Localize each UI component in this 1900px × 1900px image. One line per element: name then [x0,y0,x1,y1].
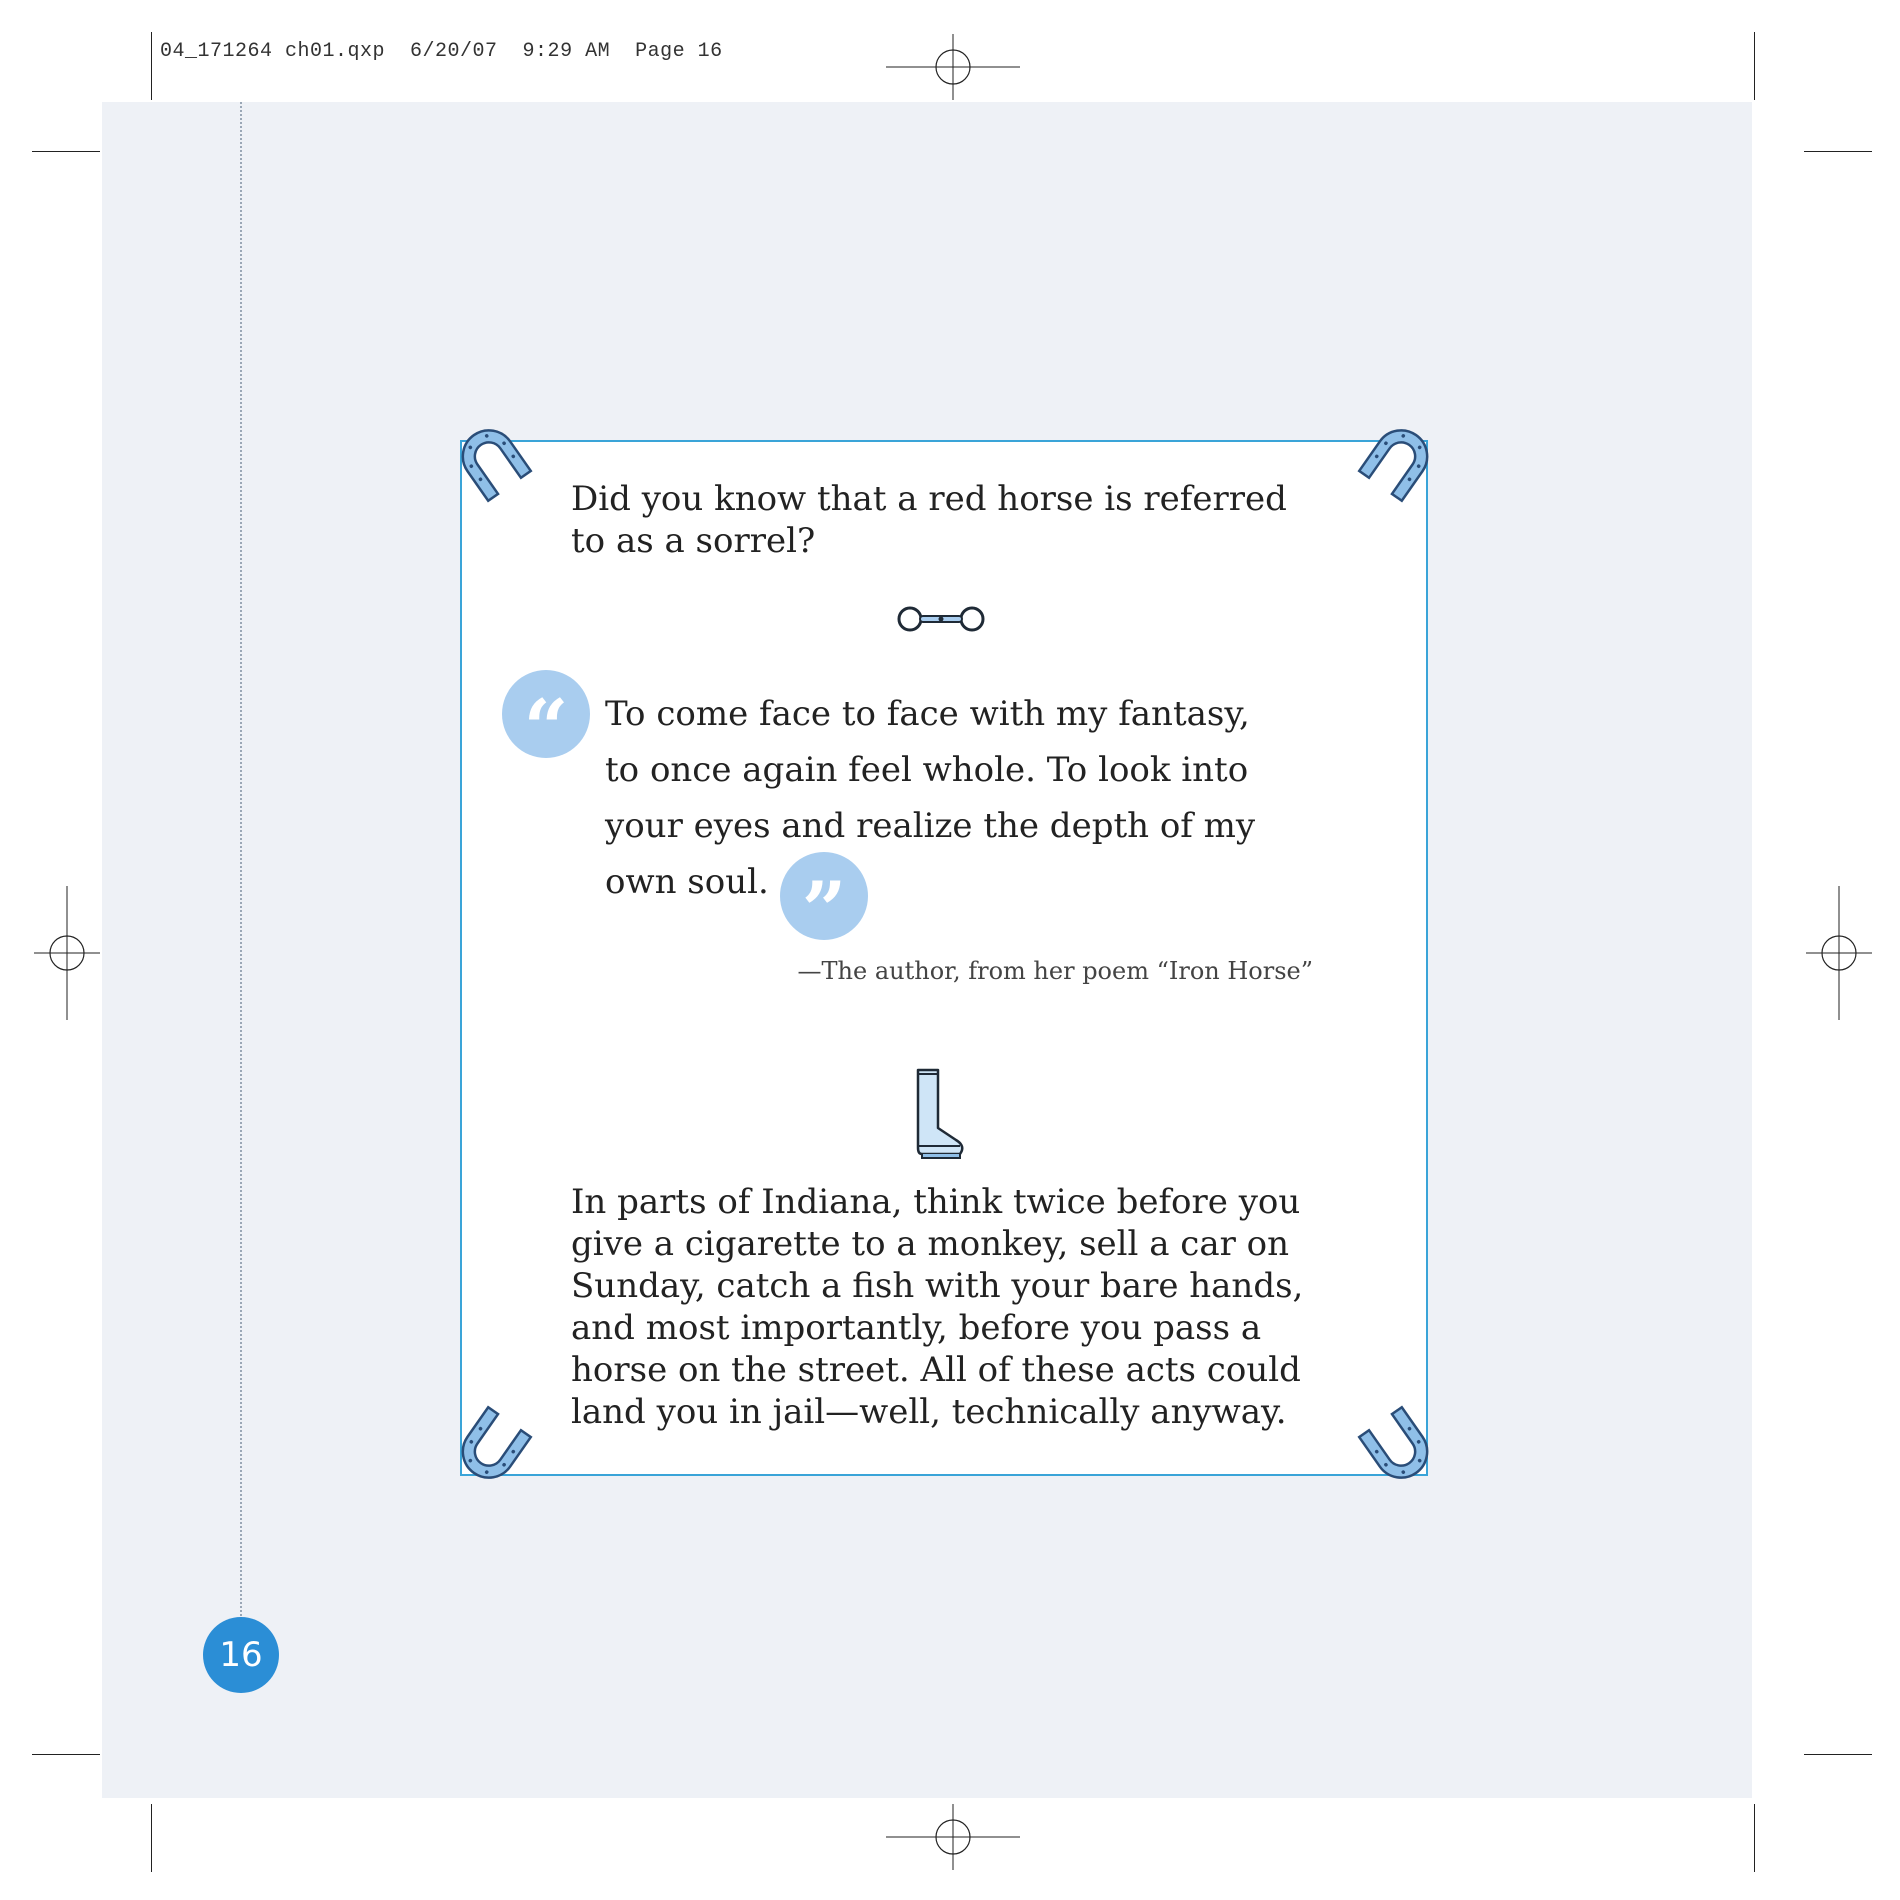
registration-mark-left [34,886,100,1020]
horse-bit-icon [896,602,986,636]
paragraph-line: Sunday, catch a fish with your bare hands, [571,1266,1304,1306]
quote-line: own soul. [605,862,769,902]
registration-mark-right [1806,886,1872,1020]
paragraph-line: give a cigarette to a monkey, sell a car on [571,1224,1290,1264]
paragraph-line: land you in jail—well, technically anyway. [571,1392,1287,1432]
paragraph-line: horse on the street. All of these acts could [571,1350,1301,1390]
quote-line: To come face to face with my fantasy, [605,694,1250,734]
registration-mark-top [886,34,1020,100]
crop-mark-top-left-h [32,151,100,152]
quote-attribution: —The author, from her poem “Iron Horse” [797,957,1313,985]
riding-boot-icon [912,1066,970,1160]
crop-mark-bottom-left-h [32,1754,100,1755]
horseshoe-icon [442,1402,538,1498]
fact-red-horse: Did you know that a red horse is referred to as a sorrel? [571,479,1287,561]
horseshoe-icon [442,410,538,506]
close-quote-icon: ” [780,852,868,940]
crop-mark-bottom-right-h [1804,1754,1872,1755]
spine-dotted-line [240,102,242,1632]
crop-mark-bottom-left-v [151,1804,152,1872]
quote-line: to once again feel whole. To look into [605,750,1249,790]
printer-slug: 04_171264 ch01.qxp 6/20/07 9:29 AM Page 16 [160,40,723,63]
page-number: 16 [203,1617,279,1693]
crop-mark-top-right-h [1804,151,1872,152]
horseshoe-icon [1352,1402,1448,1498]
crop-mark-bottom-right-v [1754,1804,1755,1872]
registration-mark-bottom [886,1804,1020,1870]
crop-mark-top-right-v [1754,32,1755,100]
quote-line: your eyes and realize the depth of my [605,806,1256,846]
paragraph-line: and most importantly, before you pass a [571,1308,1262,1348]
crop-mark-top-left-v [151,32,152,100]
paragraph-line: In parts of Indiana, think twice before you [571,1182,1301,1222]
open-quote-icon: “ [502,670,590,758]
fact-indiana-laws [571,1181,1361,1433]
horseshoe-icon [1352,410,1448,506]
